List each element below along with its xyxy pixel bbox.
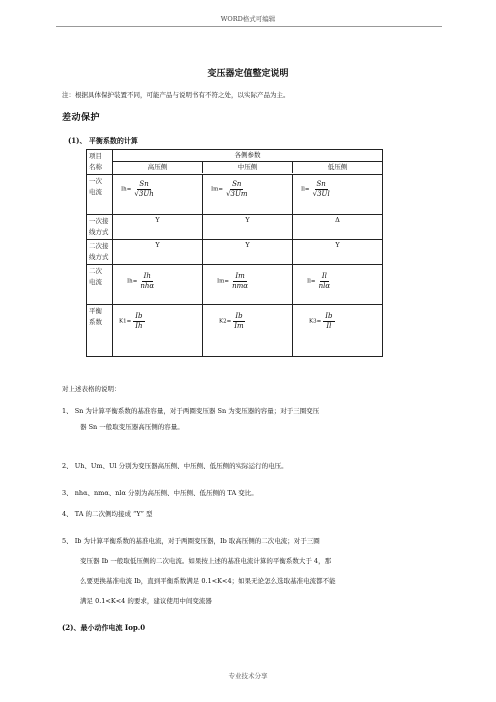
item-text: Uh、Um、Ul 分别为变压器高压侧、中压侧、低压侧的实际运行的电压。 [74, 462, 288, 470]
fraction [233, 312, 244, 331]
list-item [62, 485, 442, 501]
denominator: Ih [135, 322, 143, 330]
item-number: 3、 [62, 489, 73, 497]
denominator: √3Ul [312, 190, 330, 198]
fraction [139, 272, 155, 291]
page-footer: 专业技术分享 [228, 672, 268, 680]
item-text: TA 的二次侧均接成 “Y” 型 [74, 510, 153, 518]
low-side-label: 低压侧 [327, 163, 348, 171]
formula-lhs: Ih= [121, 186, 132, 193]
row-label [87, 175, 113, 215]
subsection-heading: (2)、最小动作电流 Iop.0 [62, 623, 146, 632]
numerator: Ib [325, 312, 333, 320]
row-label [87, 265, 113, 305]
numerator: Ib [235, 312, 243, 320]
denominator: Im [234, 322, 244, 330]
numerator: Sn [316, 180, 326, 188]
row-label-line: 一次 [89, 177, 102, 185]
item-text: Sn 为计算平衡系数的基准容量，对于两圈变压器 Sn 为变压器的容量；对于三圈变压 [74, 407, 320, 415]
denominator: √3Um [226, 190, 248, 198]
row-label [87, 215, 113, 240]
wiring-cell: Y [113, 215, 203, 240]
header-divider [56, 26, 442, 27]
fraction [231, 272, 249, 291]
denominator: nmα [232, 282, 248, 290]
high-side-label: 高压侧 [113, 162, 203, 173]
list-item [62, 458, 442, 474]
row-label-line: 线方式 [89, 253, 109, 261]
note-text: 注：根据具体保护装置不同，可能产品与说明书有不符之处，以实际产品为主。 [62, 91, 290, 99]
formula-lhs: Il= [301, 186, 310, 193]
item-text: 器 Sn 一般取变压器高压侧的容量。 [80, 423, 184, 431]
formula-cell [203, 175, 293, 215]
formula-lhs: Il= [307, 278, 316, 285]
table-row [87, 150, 383, 175]
formula-cell [203, 265, 293, 305]
document-title: 变压器定值整定说明 [207, 69, 289, 79]
row-label-line: 二次 [89, 267, 102, 275]
formula-lhs: K3= [309, 318, 322, 325]
row-label-line: 系数 [89, 318, 102, 326]
wiring-cell: Δ [293, 215, 383, 240]
denominator: √3Uh [134, 190, 154, 198]
list-item [62, 506, 442, 522]
row-label-line: 二次接 [89, 242, 109, 250]
balance-coefficient-table [86, 149, 383, 357]
subsection-heading: (1)、 平衡系数的计算 [68, 136, 138, 145]
fraction [312, 180, 331, 199]
wiring-cell: Y [113, 240, 203, 265]
numerator: Sn [139, 180, 149, 188]
table-row [87, 215, 383, 240]
wiring-cell: Y [203, 240, 293, 265]
header-item-cell [87, 150, 113, 175]
formula-cell [113, 305, 203, 357]
wiring-cell: Y [293, 240, 383, 265]
denominator: Il [326, 322, 332, 330]
formula-lhs: Im= [211, 186, 223, 193]
item-text: nhα、nmα、nlα 分别为高压侧、中压侧、低压侧的 TA 变比。 [74, 489, 258, 497]
name-label: 名称 [89, 163, 102, 171]
denominator: nlα [318, 282, 331, 290]
fraction [225, 180, 248, 199]
fraction [133, 180, 154, 199]
item-number: 2、 [62, 462, 73, 470]
fraction [318, 272, 331, 291]
formula-cell [113, 265, 203, 305]
list-item [62, 403, 442, 435]
mid-side-label: 中压侧 [203, 162, 293, 173]
row-label-line: 线方式 [89, 228, 109, 236]
item-text: 变压器 Ib 一般取低压侧的二次电流。如果按上述的基准电流计算的平衡系数大于 4，那 [80, 557, 332, 565]
item-number: 1、 [62, 407, 73, 415]
table-row [87, 175, 383, 215]
numerator: Im [235, 272, 245, 280]
numerator: Ib [135, 312, 143, 320]
formula-lhs: Ih= [127, 278, 138, 285]
row-label [87, 240, 113, 265]
item-text: Ib 为计算平衡系数的基准电流，对于两圈变压器，Ib 取高压侧的二次电流；对于三圈 [74, 537, 320, 545]
item-number: 4、 [62, 510, 73, 518]
numerator: Ih [143, 272, 151, 280]
formula-cell [293, 265, 383, 305]
numerator: Sn [232, 180, 242, 188]
formula-lhs: Im= [217, 278, 229, 285]
row-label-line: 电流 [89, 278, 102, 286]
fraction [323, 312, 334, 331]
formula-lhs: K1= [119, 318, 132, 325]
formula-cell [203, 305, 293, 357]
section-heading: 差动保护 [62, 113, 101, 123]
formula-cell [113, 175, 203, 215]
item-label: 项目 [89, 152, 102, 160]
list-item [62, 531, 442, 611]
table-row [87, 240, 383, 265]
row-label-line: 平衡 [89, 307, 102, 315]
formula-cell [293, 305, 383, 357]
item-number: 5、 [62, 537, 73, 545]
fraction [133, 312, 144, 331]
table-row [87, 305, 383, 357]
params-label: 各侧参数 [113, 150, 382, 162]
formula-lhs: K2= [219, 318, 232, 325]
page-header: WORD格式可编辑 [220, 15, 276, 23]
item-text: 满足 0.1<K<4 的要求，建议使用中间变流器 [80, 597, 212, 605]
row-label-line: 电流 [89, 188, 102, 196]
row-label [87, 305, 113, 357]
header-params-cell [113, 150, 383, 175]
explanation-intro: 对上述表格的说明： [62, 385, 121, 393]
row-label-line: 一次接 [89, 217, 109, 225]
numerator: Il [321, 272, 327, 280]
denominator: nhα [140, 282, 155, 290]
wiring-cell: Y [203, 215, 293, 240]
formula-cell [293, 175, 383, 215]
item-text: 么要更换基准电流 Ib，直到平衡系数满足 0.1<K<4；如果无论怎么选取基准电流都不能 [80, 577, 336, 585]
table-row [87, 265, 383, 305]
